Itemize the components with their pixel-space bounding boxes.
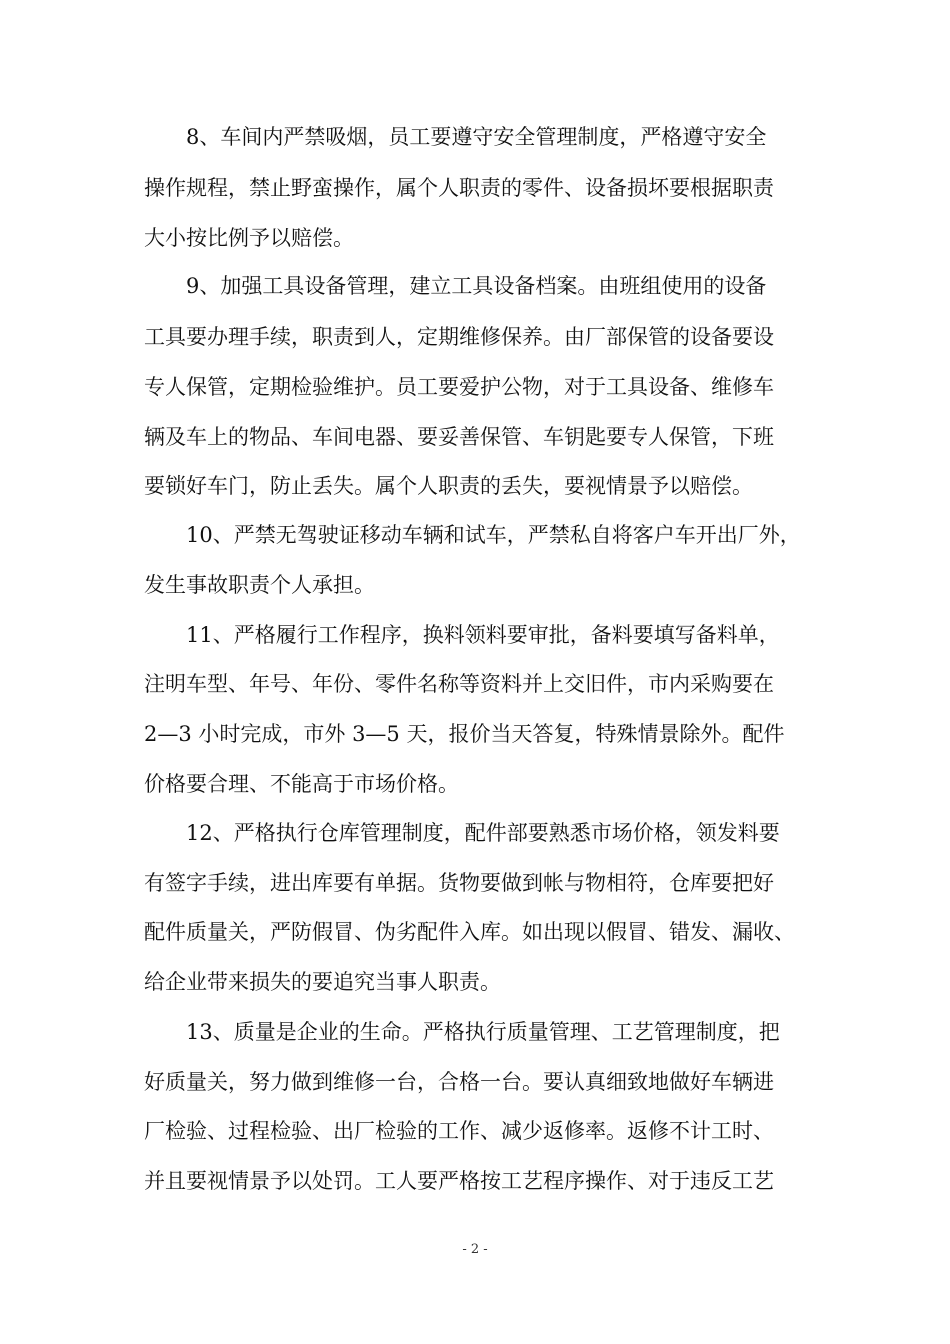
paragraph-11-line-4: 价格要合理、不能高于市场价格。: [144, 772, 459, 796]
paragraph-8-line-2: 操作规程，禁止野蛮操作，属个人职责的零件、设备损坏要根据职责: [144, 176, 774, 200]
paragraph-12-line-1: 12、严格执行仓库管理制度，配件部要熟悉市场价格，领发料要: [186, 821, 780, 845]
paragraph-9-line-3: 专人保管，定期检验维护。员工要爱护公物，对于工具设备、维修车: [144, 375, 774, 399]
paragraph-13-line-4: 并且要视情景予以处罚。工人要严格按工艺程序操作、对于违反工艺: [144, 1169, 774, 1193]
paragraph-11-line-2: 注明车型、年号、年份、零件名称等资料并上交旧件，市内采购要在: [144, 672, 774, 696]
paragraph-11-line-1: 11、严格履行工作程序，换料领料要审批，备料要填写备料单，: [186, 623, 780, 647]
paragraph-11-line-3: 2—3 小时完成，市外 3—5 天，报价当天答复，特殊情景除外。配件: [144, 722, 785, 746]
paragraph-12-line-2: 有签字手续，进出库要有单据。货物要做到帐与物相符，仓库要把好: [144, 871, 774, 895]
paragraph-10-line-1: 10、严禁无驾驶证移动车辆和试车，严禁私自将客户车开出厂外，: [186, 523, 801, 547]
paragraph-12-line-4: 给企业带来损失的要追究当事人职责。: [144, 970, 501, 994]
paragraph-9-line-2: 工具要办理手续，职责到人，定期维修保养。由厂部保管的设备要设: [144, 325, 774, 349]
paragraph-12-line-3: 配件质量关，严防假冒、伪劣配件入库。如出现以假冒、错发、漏收、: [144, 920, 795, 944]
paragraph-9-line-1: 9、加强工具设备管理，建立工具设备档案。由班组使用的设备: [186, 274, 767, 298]
paragraph-13-line-1: 13、质量是企业的生命。严格执行质量管理、工艺管理制度，把: [186, 1020, 780, 1044]
paragraph-8-line-1: 8、车间内严禁吸烟，员工要遵守安全管理制度，严格遵守安全: [186, 125, 767, 149]
page-number: - 2 -: [462, 1242, 488, 1257]
paragraph-8-line-3: 大小按比例予以赔偿。: [144, 226, 354, 250]
paragraph-9-line-4: 辆及车上的物品、车间电器、要妥善保管、车钥匙要专人保管，下班: [144, 425, 774, 449]
paragraph-13-line-2: 好质量关，努力做到维修一台，合格一台。要认真细致地做好车辆进: [144, 1070, 774, 1094]
paragraph-9-line-5: 要锁好车门，防止丢失。属个人职责的丢失，要视情景予以赔偿。: [144, 474, 753, 498]
paragraph-13-line-3: 厂检验、过程检验、出厂检验的工作、减少返修率。返修不计工时、: [144, 1119, 774, 1143]
paragraph-10-line-2: 发生事故职责个人承担。: [144, 573, 375, 597]
